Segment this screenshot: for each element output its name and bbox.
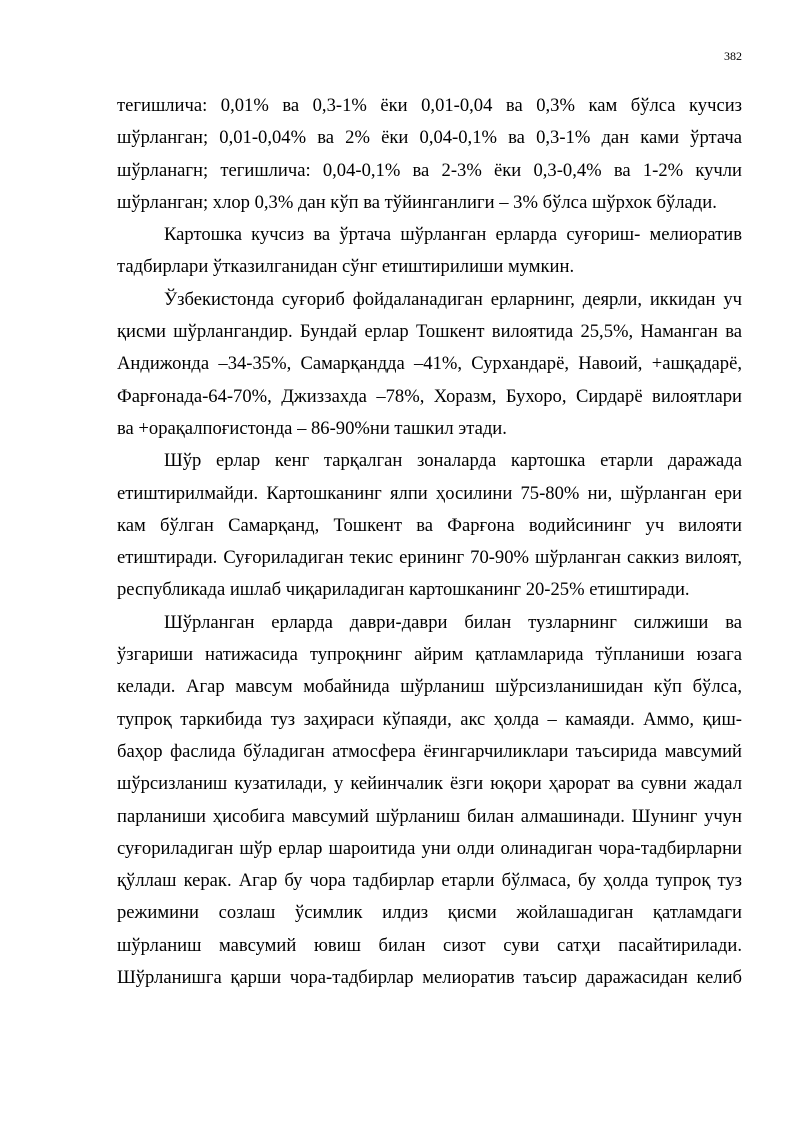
text-line: Ўзбекистонда суғориб фойдаланадиган ерларнинг, деярли, иккидан уч (164, 288, 742, 310)
text-line: Шўр ерлар кенг тарқалган зоналарда картошка етарли даражада (164, 450, 742, 472)
paragraph-saline-zones (117, 445, 742, 606)
text-line: тадбирлари ўтказилганидан сўнг етиштирилиши мумкин. (117, 256, 575, 278)
paragraph-salt-movement (117, 607, 742, 995)
text-line: қўллаш керак. Агар бу чора тадбирлар етарли бўлмаса, бу ҳолда тупроқ туз (117, 870, 742, 892)
text-line: ўзгариши натижасида тупроқнинг айрим қатламларида тўпланиши юзага (117, 644, 742, 666)
text-line: баҳор фаслида бўладиган атмосфера ёғингарчиликлари таъсирида мавсумий (117, 740, 742, 762)
paragraph-uzbekistan-lands (117, 284, 742, 445)
text-line: Андижонда –34-35%, Самарқандда –41%, Сурхандарё, Навоий, +ашқадарё, (117, 353, 742, 375)
text-line: парланиши ҳисобига мавсумий шўрланиш билан алмашинади. Шунинг учун (117, 805, 742, 827)
text-line: шўрсизланиш кузатилади, у кейинчалик ёзги юқори ҳарорат ва сувни жадал (117, 773, 742, 795)
text-line: Фарғонада-64-70%, Джиззахда –78%, Хоразм, Бухоро, Сирдарё вилоятлари (117, 385, 742, 407)
text-line: келади. Агар мавсум мобайнида шўрланиш шўрсизланишидан кўп бўлса, (117, 676, 742, 698)
paragraph-potato-growing (117, 219, 742, 284)
text-line: Картошка кучсиз ва ўртача шўрланган ерларда суғориш- мелиоратив (164, 224, 742, 246)
text-line: шўрланган; хлор 0,3% дан кўп ва тўйинганлиги – 3% бўлса шўрхок бўлади. (117, 191, 717, 213)
text-line: шўрланиш мавсумий ювиш билан сизот суви сатҳи пасайтирилади. (117, 934, 742, 956)
text-line: кам бўлган Самарқанд, Тошкент ва Фарғона водийсининг уч вилояти (117, 514, 742, 536)
text-line: тупроқ таркибида туз заҳираси кўпаяди, акс ҳолда – камаяди. Аммо, қиш- (117, 708, 742, 730)
text-line: қисми шўрлангандир. Бундай ерлар Тошкент вилоятида 25,5%, Наманган ва (117, 321, 742, 343)
text-line: суғориладиган шўр ерлар шароитида уни олди олинадиган чора-тадбирларни (117, 837, 742, 859)
text-line: шўрланагн; тегишлича: 0,04-0,1% ва 2-3% ёки 0,3-0,4% ва 1-2% кучли (117, 159, 742, 181)
page-number: 382 (724, 49, 742, 63)
paragraph-salinity-levels (117, 90, 742, 219)
text-line: Шўрланишга қарши чора-тадбирлар мелиоратив таъсир даражасидан келиб (117, 967, 742, 989)
text-line: етиштиради. Суғориладиган текис ерининг 70-90% шўрланган саккиз вилоят, (117, 547, 742, 569)
text-line: Шўрланган ерларда даври-даври билан тузларнинг силжиши ва (164, 611, 742, 633)
text-line: тегишлича: 0,01% ва 0,3-1% ёки 0,01-0,04 ва 0,3% кам бўлса кучсиз (117, 95, 742, 116)
text-line: режимини созлаш ўсимлик илдиз қисми жойлашадиган қатламдаги (117, 902, 742, 924)
text-line: етиштирилмайди. Картошканинг ялпи ҳосилини 75-80% ни, шўрланган ери (117, 482, 742, 504)
text-line: республикада ишлаб чиқариладиган картошканинг 20-25% етиштиради. (117, 579, 690, 601)
text-line: ва +орақалпоғистонда – 86-90%ни ташкил этади. (117, 417, 507, 439)
text-line: шўрланган; 0,01-0,04% ва 2% ёки 0,04-0,1% ва 0,3-1% дан ками ўртача (117, 127, 742, 149)
body-text (117, 90, 742, 994)
